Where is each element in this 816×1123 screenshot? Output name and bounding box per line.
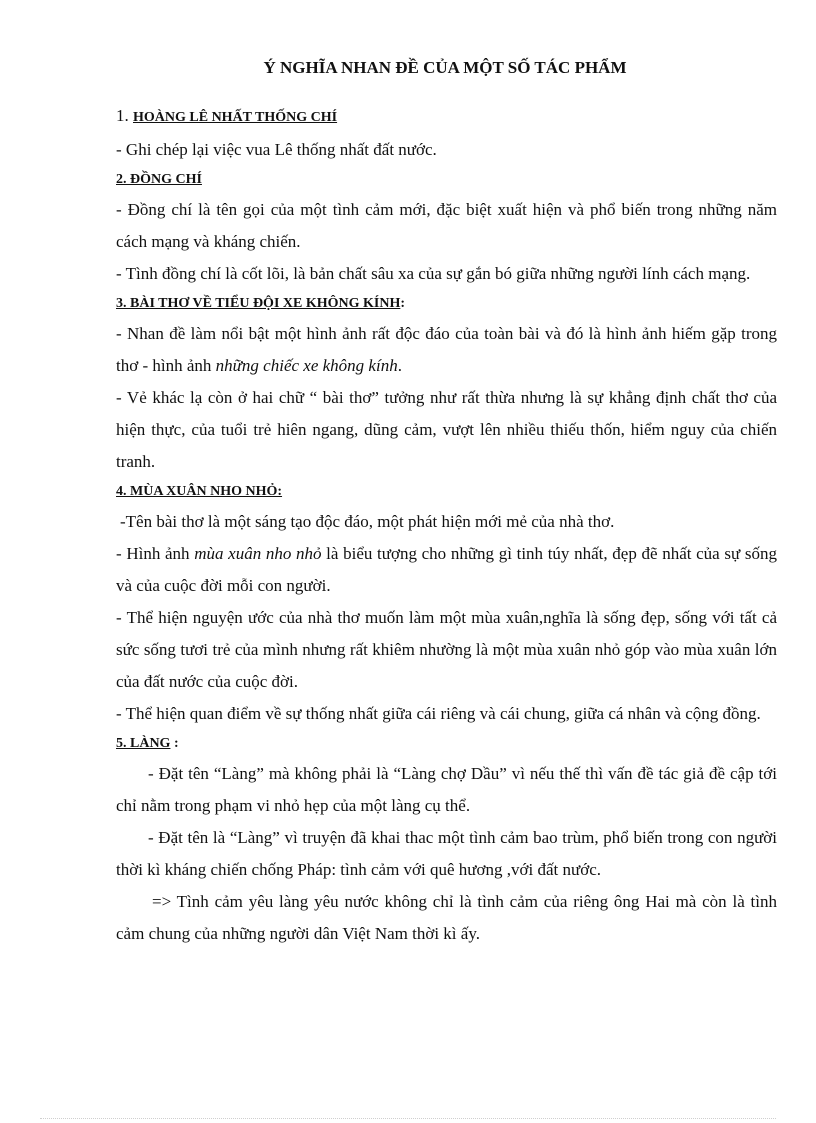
section-5-title: 5. LÀNG <box>116 736 171 751</box>
section-4-paragraph-1: -Tên bài thơ là một sáng tạo độc đáo, một phát hiện mới mẻ của nhà thơ. <box>120 512 615 531</box>
section-5-paragraph-2: - Đặt tên là “Làng” vì truyện đã khai thac một tình cảm bao trùm, phổ biến trong con người thời kì kháng chiến chống Pháp: tình cảm với quê hương ,với đất nước. <box>116 828 777 879</box>
section-4-p2-text: - Hình ảnh <box>116 544 195 563</box>
page-bottom-divider <box>40 1118 776 1119</box>
section-3-p1-text: - Nhan đề làm nổi bật một hình ảnh rất độc đáo của toàn bài và đó là hình ảnh hiếm gặp trong thơ - hình ảnh <box>116 324 777 375</box>
section-4-paragraph-3: - Thể hiện nguyện ước của nhà thơ muốn làm một mùa xuân,nghĩa là sống đẹp, sống với tất cả sức sống tươi trẻ của mình nhưng rất khiêm nhường là một mùa xuân nhỏ góp vào mùa xuân lớn của đất nước của cuộc đời. <box>116 608 777 691</box>
page-title: Ý NGHĨA NHAN ĐỀ CỦA MỘT SỐ TÁC PHẨM <box>263 58 627 77</box>
section-4-p2-italic: mùa xuân nho nhỏ <box>194 544 322 563</box>
section-2-heading <box>116 166 777 194</box>
section-1-title: HOÀNG LÊ NHẤT THỐNG CHÍ <box>133 110 338 125</box>
section-1-heading <box>116 100 777 134</box>
section-5-heading-suffix: : <box>170 736 179 751</box>
section-5-paragraph-3: => Tình cảm yêu làng yêu nước không chỉ là tình cảm của riêng ông Hai mà còn là tình cảm chung của những người dân Việt Nam thời kì ấy. <box>116 892 777 943</box>
section-1-number: 1. <box>116 106 129 125</box>
section-5-heading <box>116 730 777 758</box>
section-4-p2-end: là biểu tượng cho những gì tinh túy nhất, đẹp đẽ nhất của sự sống và của cuộc đời mỗi con người. <box>116 544 777 595</box>
section-3-heading-suffix: : <box>400 296 406 311</box>
section-2-paragraph-1: - Đồng chí là tên gọi của một tình cảm mới, đặc biệt xuất hiện và phổ biến trong những năm cách mạng và kháng chiến. <box>116 200 777 251</box>
section-3-title: 3. BÀI THƠ VỀ TIỂU ĐỘI XE KHÔNG KÍNH <box>116 296 401 311</box>
section-3-p1-end: . <box>397 356 402 375</box>
section-3-p1-italic: những chiếc xe không kính <box>215 356 398 375</box>
section-2-paragraph-2: - Tình đồng chí là cốt lõi, là bản chất sâu xa của sự gắn bó giữa những người lính cách mạng. <box>116 264 751 283</box>
section-4-paragraph-2 <box>116 538 777 602</box>
section-4-paragraph-4: - Thể hiện quan điểm về sự thống nhất giữa cái riêng và cái chung, giữa cá nhân và cộng đồng. <box>116 704 761 723</box>
section-3-heading <box>116 290 777 318</box>
section-3-paragraph-2: - Vẻ khác lạ còn ở hai chữ “ bài thơ” tưởng như rất thừa nhưng là sự khẳng định chất thơ của hiện thực, của tuổi trẻ hiên ngang, dũng cảm, vượt lên nhiều thiếu thốn, hiểm nguy của chiến tranh. <box>116 388 777 471</box>
section-5-paragraph-1: - Đặt tên “Làng” mà không phải là “Làng chợ Dầu” vì nếu thế thì vấn đề tác giả đề cập tới chỉ nằm trong phạm vi nhỏ hẹp của một làng cụ thể. <box>116 764 777 815</box>
section-2-title: 2. ĐỒNG CHÍ <box>116 172 202 187</box>
section-4-title: 4. MÙA XUÂN NHO NHỎ: <box>116 484 283 499</box>
section-4-heading <box>116 478 777 506</box>
document-body <box>116 100 777 950</box>
section-1-paragraph-1: - Ghi chép lại việc vua Lê thống nhất đất nước. <box>116 140 437 159</box>
section-3-paragraph-1 <box>116 318 777 382</box>
